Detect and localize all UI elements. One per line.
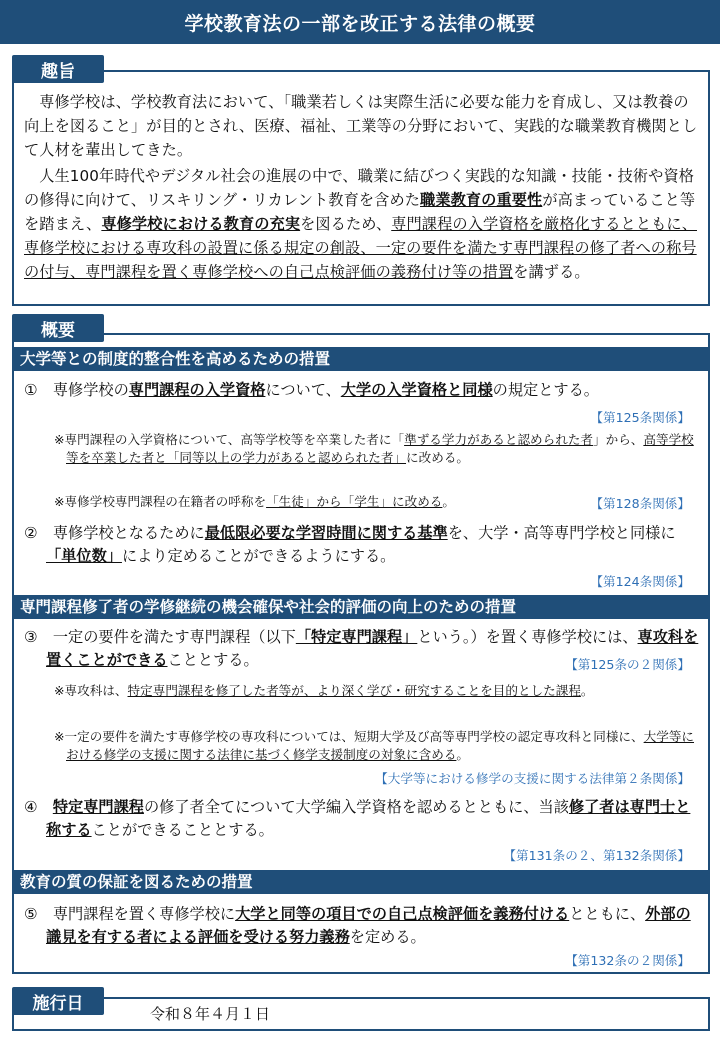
law-reference-125: 【第125条関係】 <box>590 410 690 425</box>
law-reference-132-2: 【第132条の２関係】 <box>565 953 690 968</box>
section-heading-2: 専門課程修了者の学修継続の機会確保や社会的評価の向上のための措置 <box>12 595 710 619</box>
page-title: 学校教育法の一部を改正する法律の概要 <box>0 0 720 44</box>
purpose-paragraph-2: 人生100年時代やデジタル社会の進展の中で、職業に結びつく実践的な知識・技能・技術や資格の修得に向けて、リスキリング・リカレント教育を含めた職業教育の重要性が高まっていること等を踏まえ、専修学校における教育の充実を図るため、専門課程の入学資格を厳格化するとともに、専修学校における専攻科の設置に係る規定の創設、一定の要件を満たす専門課程の修了者への称号の付与、専門課程を置く専修学校への自己点検評価の義務付け等の措置を講ずる。 <box>24 167 697 281</box>
section-heading-3: 教育の質の保証を図るための措置 <box>12 870 710 894</box>
section-heading-1: 大学等との制度的整合性を高めるための措置 <box>12 347 710 371</box>
measure-item-1: ① 専修学校の専門課程の入学資格について、大学の入学資格と同様の規定とする。 <box>24 381 599 399</box>
effective-date-box <box>12 997 710 1031</box>
effective-date: 令和８年４月１日 <box>150 1005 271 1023</box>
measure-item-2: ② 専修学校となるために最低限必要な学習時間に関する基準を、大学・高等専門学校と同様に「単位数」により定めることができるようにする。 <box>24 524 676 565</box>
measure-item-4: ④ 特定専門課程の修了者全てについて大学編入学資格を認めるとともに、当該修了者は専門士と称することができることとする。 <box>24 798 691 839</box>
purpose-label: 趣旨 <box>12 55 104 83</box>
law-reference-124: 【第124条関係】 <box>590 574 690 589</box>
overview-label: 概要 <box>12 314 104 342</box>
note-senkoka: ※専攻科は、特定専門課程を修了した者等が、より深く学び・研究することを目的とした課程。 <box>54 683 594 698</box>
measure-item-5: ⑤ 専門課程を置く専修学校に大学と同等の項目での自己点検評価を義務付けるとともに、外部の識見を有する者による評価を受ける努力義務を定める。 <box>24 905 691 946</box>
note-student-title: ※専修学校専門課程の在籍者の呼称を「生徒」から「学生」に改める。 <box>54 494 455 509</box>
purpose-paragraph-1: 専修学校は、学校教育法において、「職業若しくは実際生活に必要な能力を育成し、又は教養の向上を図ること」が目的とされ、医療、福祉、工業等の分野において、実践的な職業教育機関として人材を輩出してきた。 <box>24 93 698 159</box>
measure-item-3: ③ 一定の要件を満たす専門課程（以下「特定専門課程」という。）を置く専修学校には、専攻科を置くことができることとする。 <box>24 628 699 669</box>
law-reference-support-act: 【大学等における修学の支援に関する法律第２条関係】 <box>375 771 690 786</box>
law-reference-128: 【第128条関係】 <box>590 496 690 511</box>
effective-date-label: 施行日 <box>12 987 104 1015</box>
law-reference-125-2: 【第125条の２関係】 <box>565 657 690 672</box>
law-reference-131-132: 【第131条の２、第132条関係】 <box>503 848 690 863</box>
note-support-program: ※一定の要件を満たす専修学校の専攻科については、短期大学及び高等専門学校の認定専攻科と同様に、大学等における修学の支援に関する法律に基づく修学支援制度の対象に含める。 <box>54 729 694 762</box>
note-admission: ※専門課程の入学資格について、高等学校等を卒業した者に「準ずる学力があると認められた者」から、高等学校等を卒業した者と「同等以上の学力があると認められた者」に改める。 <box>54 432 694 465</box>
